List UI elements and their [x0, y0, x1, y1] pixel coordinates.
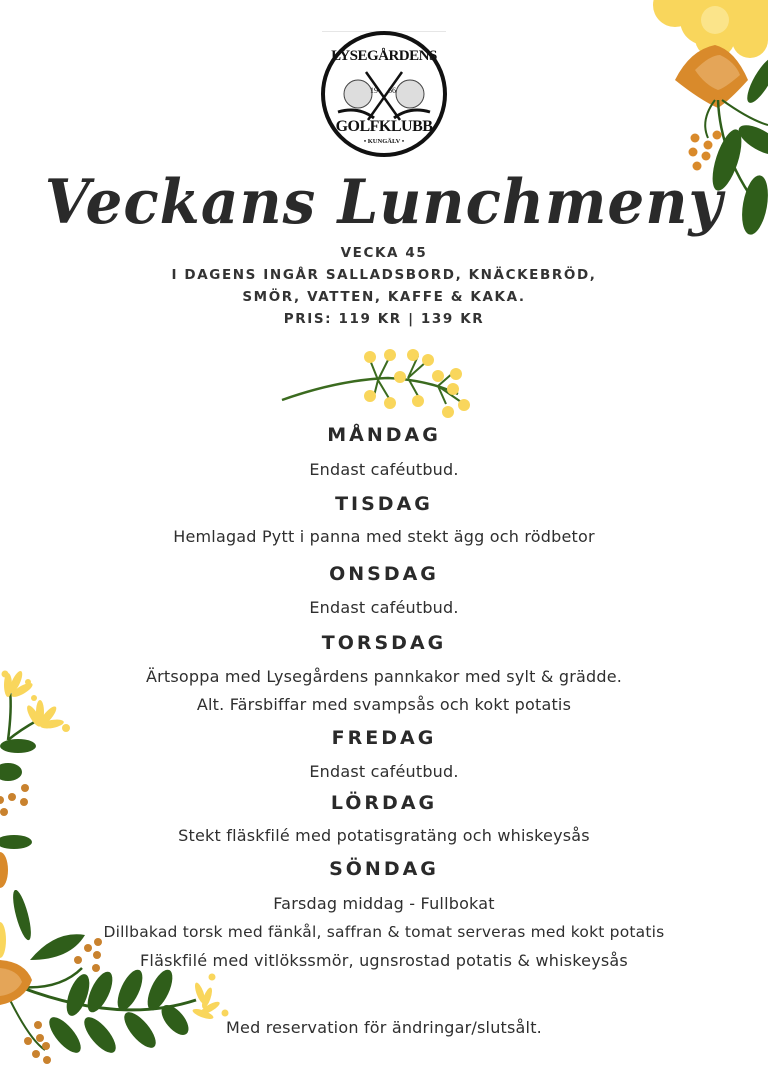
footer-note: Med reservation för ändringar/slutsålt.	[226, 1018, 542, 1037]
day-heading-monday: MÅNDAG	[327, 424, 441, 446]
floral-decoration-bottom-left-icon	[0, 890, 240, 1086]
day-heading-saturday: LÖRDAG	[330, 792, 438, 814]
dish-sunday-1: Farsdag middag - Fullbokat	[273, 894, 495, 913]
day-heading-friday: FREDAG	[331, 727, 437, 749]
week-label: VECKA 45	[340, 245, 428, 261]
dish-thursday-1: Ärtsoppa med Lysegårdens pannkakor med sylt & grädde.	[145, 667, 623, 686]
dish-saturday-1: Stekt fläskfilé med potatisgratäng och whiskeysås	[178, 826, 590, 845]
logo-location: • KUNGÄLV •	[363, 138, 405, 145]
logo-top-text: LYSEGÅRDENS	[331, 48, 437, 64]
page-title: Veckans Lunchmeny	[44, 166, 724, 238]
club-logo	[318, 28, 450, 160]
logo-year-left: 19	[370, 86, 378, 95]
includes-line-2: SMÖR, VATTEN, KAFFE & KAKA.	[242, 289, 526, 305]
dish-sunday-3: Fläskfilé med vitlökssmör, ugnsrostad potatis & whiskeysås	[140, 951, 628, 970]
price-label: PRIS: 119 KR | 139 KR	[283, 311, 485, 327]
dish-thursday-2: Alt. Färsbiffar med svampsås och kokt potatis	[196, 695, 572, 714]
mimosa-sprig-icon	[278, 344, 488, 420]
dish-friday-1: Endast caféutbud.	[309, 762, 459, 781]
day-heading-thursday: TORSDAG	[321, 632, 447, 654]
logo-year-right: 66	[388, 86, 396, 95]
includes-line-1: I DAGENS INGÅR SALLADSBORD, KNÄCKEBRÖD,	[171, 267, 597, 283]
logo-bottom-text: GOLFKLUBB	[335, 118, 433, 135]
dish-monday-1: Endast caféutbud.	[309, 460, 459, 479]
day-heading-sunday: SÖNDAG	[329, 858, 439, 880]
dish-tuesday-1: Hemlagad Pytt i panna med stekt ägg och rödbetor	[173, 527, 595, 546]
day-heading-wednesday: ONSDAG	[329, 563, 439, 585]
dish-sunday-2: Dillbakad torsk med fänkål, saffran & tomat serveras med kokt potatis	[103, 923, 665, 941]
day-heading-tuesday: TISDAG	[335, 493, 433, 515]
dish-wednesday-1: Endast caféutbud.	[309, 598, 459, 617]
